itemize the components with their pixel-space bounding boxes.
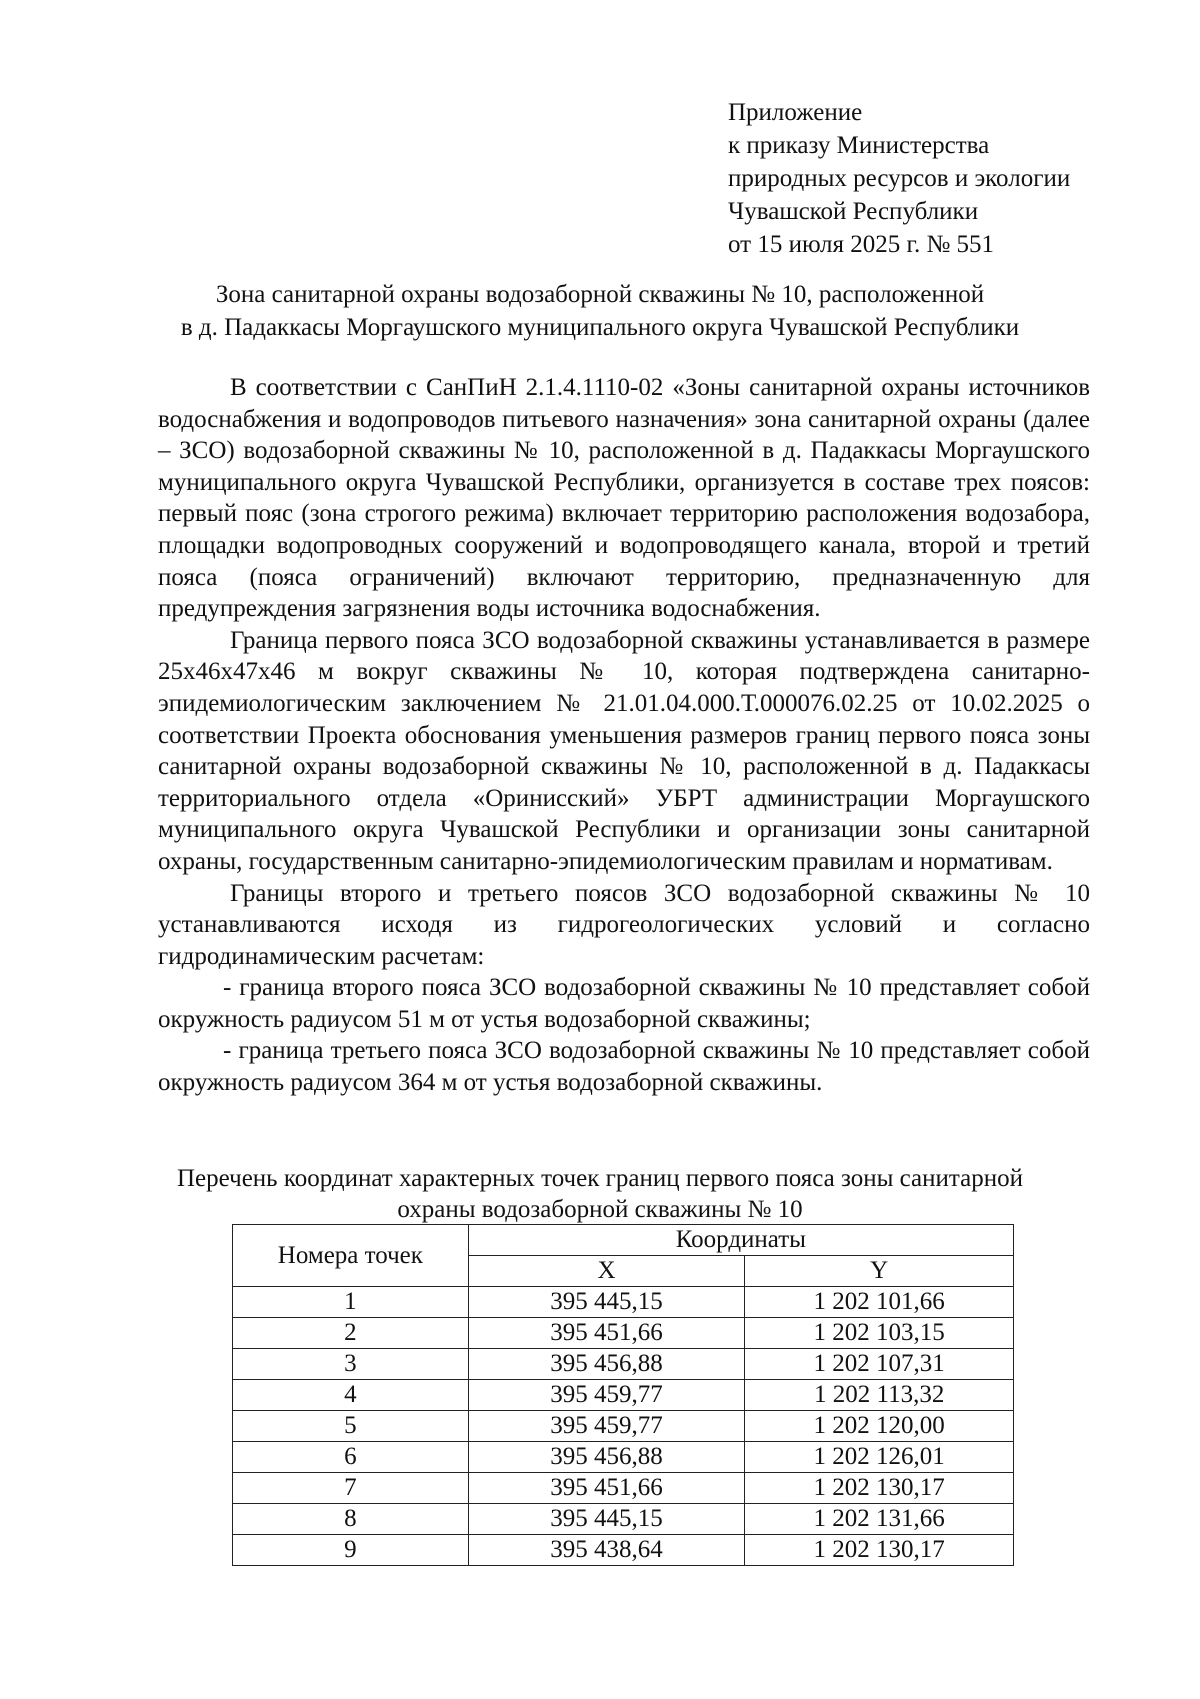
table-row: [233, 1473, 1014, 1504]
table-row: [233, 1535, 1014, 1566]
coord-x: 395 445,15: [468, 1504, 745, 1535]
table-row: [233, 1442, 1014, 1473]
coordinates-table: [232, 1224, 1014, 1566]
coord-y: 1 202 126,01: [745, 1442, 1014, 1473]
table-caption-line: охраны водозаборной скважины № 10: [397, 1196, 803, 1223]
header-coordinates: Координаты: [468, 1225, 1013, 1256]
coord-x: 395 456,88: [468, 1442, 745, 1473]
table-row: [233, 1504, 1014, 1535]
table-row: [233, 1411, 1014, 1442]
table-row: [233, 1349, 1014, 1380]
coord-x: 395 445,15: [468, 1287, 745, 1318]
header-x: X: [468, 1256, 745, 1287]
coord-y: 1 202 113,32: [745, 1380, 1014, 1411]
point-number: 5: [233, 1411, 469, 1442]
table-header-row: [233, 1225, 1014, 1256]
header-y: Y: [745, 1256, 1014, 1287]
coord-y: 1 202 130,17: [745, 1473, 1014, 1504]
point-number: 6: [233, 1442, 469, 1473]
point-number: 8: [233, 1504, 469, 1535]
appendix-line: к приказу Министерства: [728, 132, 990, 159]
body-paragraph: Граница первого пояса ЗСО водозаборной скважины устанавливается в размере 25х46х47х46 м вокруг скважины № 10, которая подтверждена санитарно-эпидемиологическим заключением № 21.01.04.000.Т.000076.02.25 от 10.02.2025 о соответствии Проекта обоснования уменьшения размеров границ первого пояса зоны санитарной охраны водозаборной скважины № 10, расположенной в д. Падаккасы территориального отдела «Оринисский» УБРТ администрации Моргаушского муниципального округа Чувашской Республики и организации зоны санитарной охраны, государственным санитарно-эпидемиологическим правилам и нормативам.: [158, 626, 1090, 875]
coord-x: 395 459,77: [468, 1380, 745, 1411]
coord-y: 1 202 120,00: [745, 1411, 1014, 1442]
coord-y: 1 202 107,31: [745, 1349, 1014, 1380]
title-line: в д. Падаккасы Моргаушского муниципального округа Чувашской Республики: [180, 314, 1020, 341]
point-number: 3: [233, 1349, 469, 1380]
table-row: [233, 1318, 1014, 1349]
coord-x: 395 451,66: [468, 1318, 745, 1349]
point-number: 9: [233, 1535, 469, 1566]
appendix-block: [728, 96, 1070, 261]
point-number: 4: [233, 1380, 469, 1411]
point-number: 7: [233, 1473, 469, 1504]
point-number: 2: [233, 1318, 469, 1349]
body-paragraph: Границы второго и третьего поясов ЗСО водозаборной скважины № 10 устанавливаются исходя из гидрогеологических условий и согласно гидродинамическим расчетам:: [158, 879, 1090, 970]
table-row: [233, 1287, 1014, 1318]
table-caption-line: Перечень координат характерных точек границ первого пояса зоны санитарной: [177, 1165, 1023, 1192]
coord-x: 395 456,88: [468, 1349, 745, 1380]
coord-y: 1 202 101,66: [745, 1287, 1014, 1318]
document-title: [150, 278, 1050, 344]
body-paragraph: В соответствии с СанПиН 2.1.4.1110-02 «Зоны санитарной охраны источников водоснабжения и водопроводов питьевого назначения» зона санитарной охраны (далее – ЗСО) водозаборной скважины № 10, расположенной в д. Падаккасы Моргаушского муниципального округа Чувашской Республики, организуется в составе трех поясов: первый пояс (зона строгого режима) включает территорию расположения водозабора, площадки водопроводных сооружений и водопроводящего канала, второй и третий пояса (пояса ограничений) включают территорию, предназначенную для предупреждения загрязнения воды источника водоснабжения.: [158, 374, 1090, 623]
table-caption: [150, 1163, 1050, 1225]
table-row: [233, 1380, 1014, 1411]
appendix-line: от 15 июля 2025 г. № 551: [728, 231, 995, 258]
coord-x: 395 438,64: [468, 1535, 745, 1566]
coord-x: 395 451,66: [468, 1473, 745, 1504]
body-list-item: - граница второго пояса ЗСО водозаборной скважины № 10 представляет собой окружность радиусом 51 м от устья водозаборной скважины;: [158, 974, 1090, 1033]
appendix-line: Чувашской Республики: [728, 198, 979, 225]
body-text: [158, 372, 1090, 1099]
coord-x: 395 459,77: [468, 1411, 745, 1442]
appendix-line: Приложение: [728, 99, 863, 126]
title-line: Зона санитарной охраны водозаборной скважины № 10, расположенной: [215, 281, 985, 308]
coord-y: 1 202 103,15: [745, 1318, 1014, 1349]
header-point-numbers: Номера точек: [233, 1225, 469, 1287]
appendix-line: природных ресурсов и экологии: [728, 165, 1071, 192]
coord-y: 1 202 130,17: [745, 1535, 1014, 1566]
body-list-item: - граница третьего пояса ЗСО водозаборной скважины № 10 представляет собой окружность радиусом 364 м от устья водозаборной скважины.: [158, 1037, 1090, 1097]
point-number: 1: [233, 1287, 469, 1318]
coord-y: 1 202 131,66: [745, 1504, 1014, 1535]
